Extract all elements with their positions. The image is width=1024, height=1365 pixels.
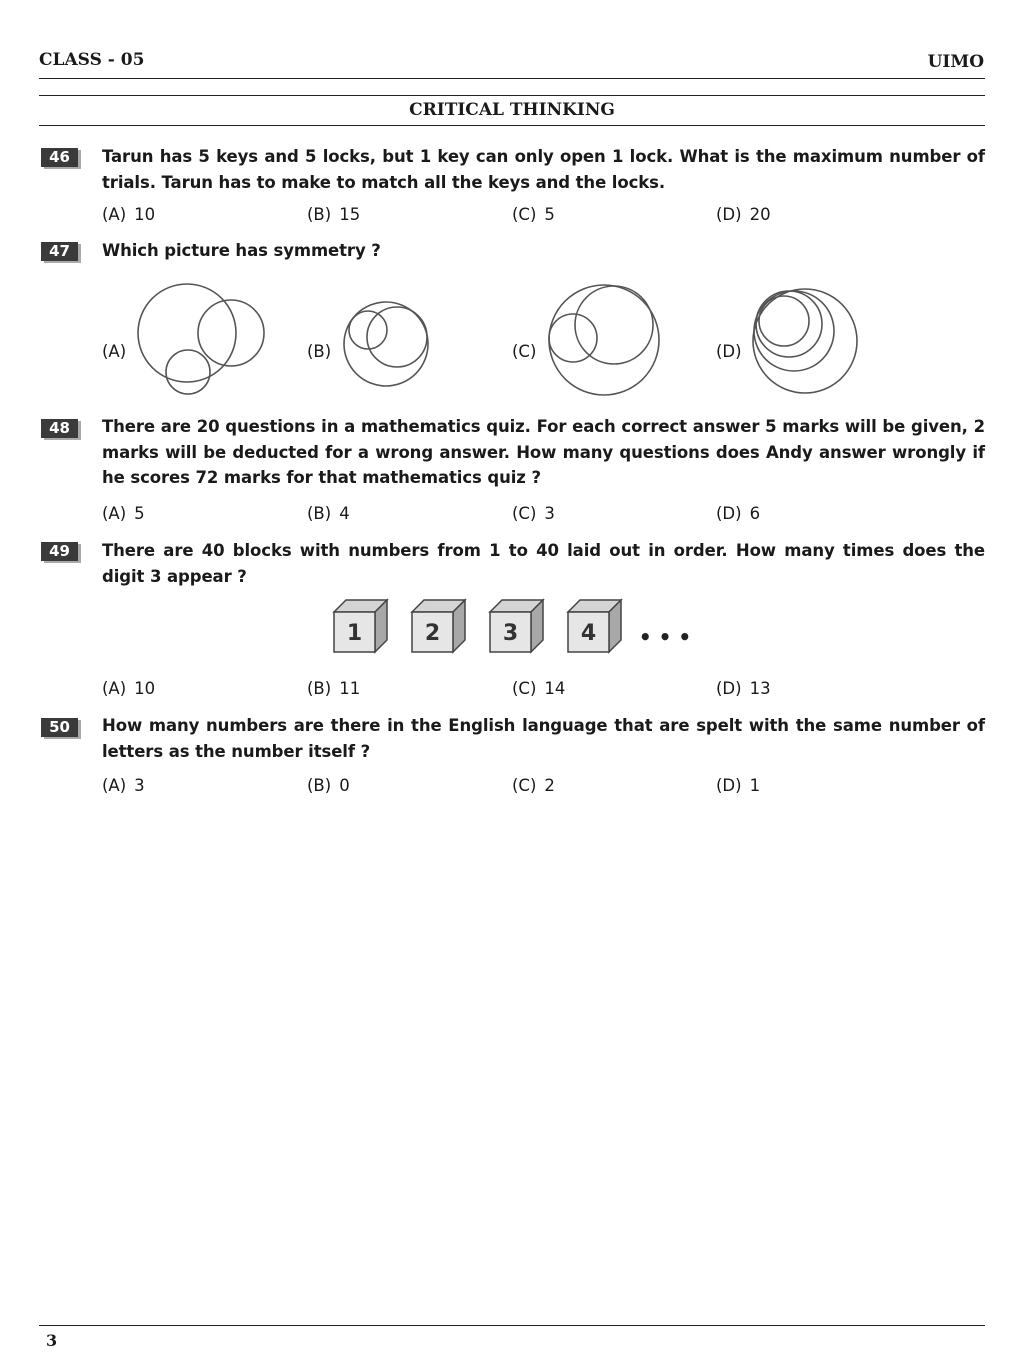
option-50-c[interactable]: (C) 2 <box>512 776 555 795</box>
option-50-d[interactable]: (D) 1 <box>716 776 761 795</box>
footer-rule <box>39 1325 985 1326</box>
page-number: 3 <box>46 1331 58 1350</box>
question-number-47: 47 <box>41 242 78 261</box>
circles-figure-c <box>549 285 659 395</box>
circles-figure-a <box>138 284 264 394</box>
block-label-3: 3 <box>502 621 519 646</box>
class-label: CLASS - 05 <box>39 50 145 70</box>
option-50-b[interactable]: (B) 0 <box>307 776 350 795</box>
question-number-50: 50 <box>41 718 78 737</box>
option-47-b[interactable]: (B) <box>307 342 332 361</box>
option-48-a[interactable]: (A) 5 <box>102 504 145 523</box>
option-50-a[interactable]: (A) 3 <box>102 776 145 795</box>
question-text-47: Which picture has symmetry ? <box>102 241 381 260</box>
question-text-46: Tarun has 5 keys and 5 locks, but 1 key can only open 1 lock. What is the maximum number of trials. Tarun has to make to match all the keys and the locks. <box>102 147 985 192</box>
option-47-a[interactable]: (A) <box>102 342 127 361</box>
option-46-a[interactable]: (A) 10 <box>102 205 156 224</box>
section-title: CRITICAL THINKING <box>409 100 615 120</box>
option-49-a[interactable]: (A) 10 <box>102 679 156 698</box>
question-number-48: 48 <box>41 419 78 438</box>
option-49-c[interactable]: (C) 14 <box>512 679 566 698</box>
number-blocks <box>320 590 720 665</box>
option-46-b[interactable]: (B) 15 <box>307 205 361 224</box>
block-label-4: 4 <box>580 621 597 646</box>
block-label-2: 2 <box>424 621 441 646</box>
option-46-c[interactable]: (C) 5 <box>512 205 555 224</box>
option-46-d[interactable]: (D) 20 <box>716 205 771 224</box>
ellipsis: • • • <box>638 625 692 649</box>
question-text-48: There are 20 questions in a mathematics quiz. For each correct answer 5 marks will be given, 2 marks will be deducted for a wrong answer. How many questions does Andy answer wrongly if he scores 72 marks for that mathematics quiz ? <box>102 417 985 487</box>
circles-figure-b <box>344 302 428 386</box>
question-text-50: How many numbers are there in the English language that are spelt with the same number of letters as the number itself ? <box>102 716 985 761</box>
circles-figure-d <box>753 289 857 393</box>
option-49-b[interactable]: (B) 11 <box>307 679 361 698</box>
option-48-d[interactable]: (D) 6 <box>716 504 761 523</box>
block-label-1: 1 <box>346 621 363 646</box>
option-49-d[interactable]: (D) 13 <box>716 679 771 698</box>
question-number-49: 49 <box>41 542 78 561</box>
question-number-46: 46 <box>41 148 78 167</box>
option-48-b[interactable]: (B) 4 <box>307 504 350 523</box>
option-47-d[interactable]: (D) <box>716 342 742 361</box>
question-text-49: There are 40 blocks with numbers from 1 to 40 laid out in order. How many times does the digit 3 appear ? <box>102 541 985 586</box>
option-47-c[interactable]: (C) <box>512 342 537 361</box>
option-48-c[interactable]: (C) 3 <box>512 504 555 523</box>
exam-name: UIMO <box>927 52 984 72</box>
symmetry-figures <box>0 0 1024 420</box>
